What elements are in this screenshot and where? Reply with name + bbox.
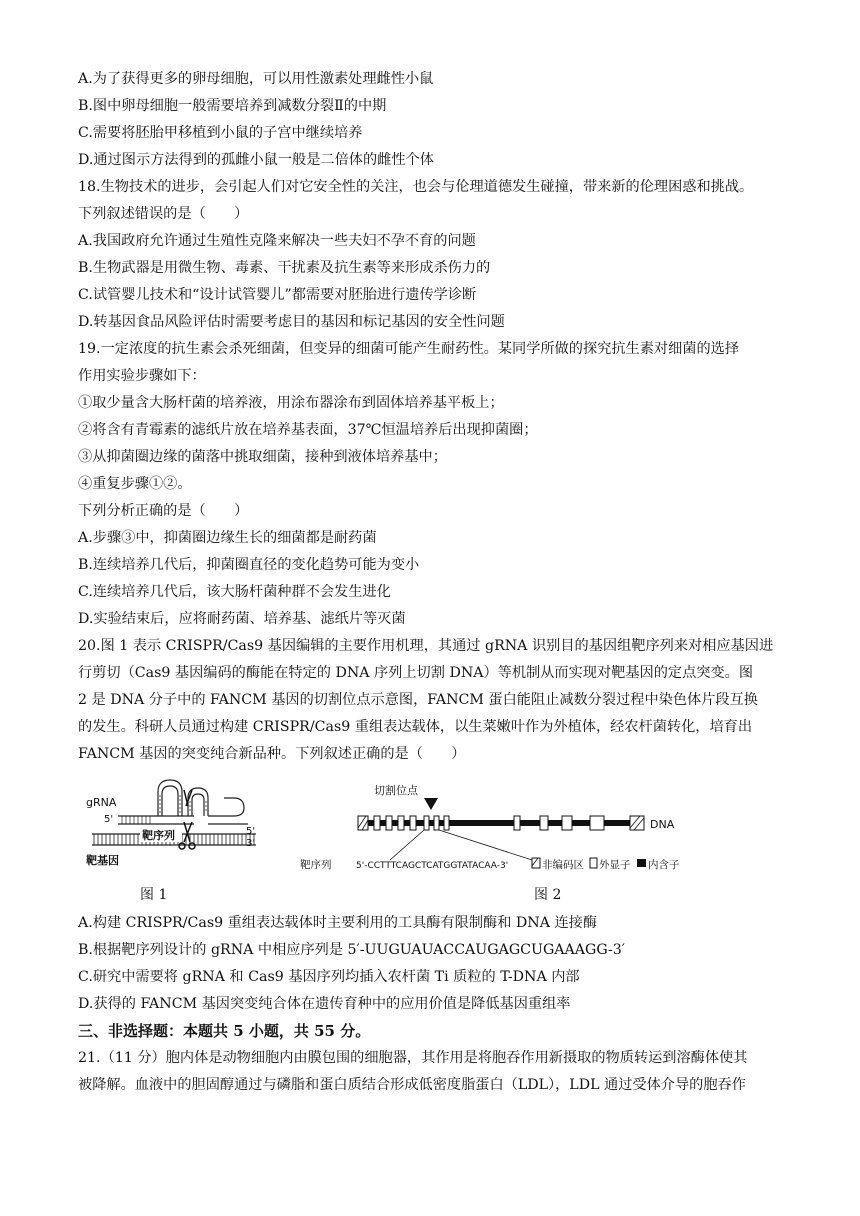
q18-option-a: A.我国政府允许通过生殖性克隆来解决一些夫妇不孕不育的问题 [78,233,476,249]
q20-stem-line5: FANCM 基因的突变纯合新品种。下列叙述正确的是（ ） [78,746,466,762]
q17-option-c: C.需要将胚胎甲移植到小鼠的子宫中继续培养 [78,125,363,141]
fig1-3prime-right-label: 3' [246,838,256,849]
q19-option-b: B.连续培养几代后，抑菌圈直径的变化趋势可能为变小 [78,557,420,573]
q20-option-d: D.获得的 FANCM 基因突变纯合体在遗传育种中的应用价值是降低基因重组率 [78,996,571,1012]
q19-step2: ②将含有青霉素的滤纸片放在培养基表面，37℃恒温培养后出现抑菌圈； [78,422,538,438]
q20-stem-line2: 行剪切（Cas9 基因编码的酶能在特定的 DNA 序列上切割 DNA）等机制从而实现对靶基因的定点突变。图 [78,665,754,681]
q19-step3: ③从抑菌圈边缘的菌落中挑取细菌，接种到液体培养基中； [78,449,447,465]
q18-stem-line1: 18.生物技术的进步，会引起人们对它安全性的关注，也会与伦理道德发生碰撞，带来新的伦理困惑和挑战。 [78,179,754,195]
q17-option-d: D.通过图示方法得到的孤雌小鼠一般是二倍体的雌性个体 [78,152,434,168]
figure-1-caption: 图 1 [140,887,168,903]
fig1-grna-label: gRNA [86,796,117,809]
q20-stem-line3: 2 是 DNA 分子中的 FANCM 基因的切割位点示意图，FANCM 蛋白能阻止减数分裂过程中染色体片段互换 [78,692,758,708]
q20-stem-line1: 20.图 1 表示 CRISPR/Cas9 基因编辑的主要作用机理，其通过 gRNA 识别目的基因组靶序列来对相应基因进 [78,638,774,654]
fig1-target-seq-label: 靶序列 [142,829,175,842]
fig2-target-seq-label: 靶序列 [300,859,332,871]
q17-option-b: B.图中卵母细胞一般需要培养到减数分裂Ⅱ的中期 [78,98,387,114]
q19-option-d: D.实验结束后，应将耐药菌、培养基、滤纸片等灭菌 [78,611,406,627]
fig1-5prime-label: 5' [104,814,114,825]
cut-site-arrow-icon [424,798,438,810]
q18-option-d: D.转基因食品风险评估时需要考虑目的基因和标记基因的安全性问题 [78,314,505,330]
section-title: 三、非选择题：本题共 5 小题，共 55 分。 [78,1022,371,1040]
fig2-dna-label: DNA [650,818,675,831]
q19-step1: ①取少量含大肠杆菌的培养液，用涂布器涂布到固体培养基平板上； [78,395,504,411]
figure-2-fancm-gene-diagram [300,782,720,872]
q20-option-c: C.研究中需要将 gRNA 和 Cas9 基因序列均插入农杆菌 Ti 质粒的 T-DNA 内部 [78,969,580,985]
figure-1-crispr-diagram [84,772,264,872]
q20-option-b: B.根据靶序列设计的 gRNA 中相应序列是 5′-UUGUAUACCAUGAGCUGAAAGG-3′ [78,942,626,958]
q19-stem-line1: 19.一定浓度的抗生素会杀死细菌，但变异的细菌可能产生耐药性。某同学所做的探究抗生素对细菌的选择 [78,341,740,357]
q17-option-a: A.为了获得更多的卵母细胞，可以用性激素处理雌性小鼠 [78,71,434,87]
q21-line1: 21.（11 分）胞内体是动物细胞内由膜包围的细胞器，其作用是将胞吞作用新摄取的物质转运到溶酶体使其 [78,1050,748,1066]
q18-option-b: B.生物武器是用微生物、毒素、干扰素及抗生素等来形成杀伤力的 [78,260,491,276]
fig2-cut-site-label: 切割位点 [374,784,418,797]
q18-option-c: C.试管婴儿技术和“设计试管婴儿”都需要对胚胎进行遗传学诊断 [78,287,477,303]
q21-line2: 被降解。血液中的胆固醇通过与磷脂和蛋白质结合形成低密度脂蛋白（LDL），LDL 通过受体介导的胞吞作 [78,1077,746,1093]
q19-option-a: A.步骤③中，抑菌圈边缘生长的细菌都是耐药菌 [78,530,377,546]
fig2-sequence: 5'-CCTTTCAGCTCATGGTATACAA-3' [356,861,509,871]
q20-stem-line4: 的发生。科研人员通过构建 CRISPR/Cas9 重组表达载体，以生菜嫩叶作为外植体，经农杆菌转化，培育出 [78,719,753,735]
fig1-5prime-right-label: 5' [246,826,256,837]
q19-stem-line2: 作用实验步骤如下： [78,368,206,384]
figure-2-caption: 图 2 [534,887,562,903]
q19-step4: ④重复步骤①②。 [78,476,192,492]
q19-question: 下列分析正确的是（ ） [78,503,249,519]
q20-option-a: A.构建 CRISPR/Cas9 重组表达载体时主要利用的工具酶有限制酶和 DNA 连接酶 [78,915,598,931]
q19-option-c: C.连续培养几代后，该大肠杆菌种群不会发生进化 [78,584,391,600]
legend-intron: 内含子 [648,859,680,871]
legend-noncoding: 非编码区 [542,859,584,871]
legend-exon: 外显子 [599,859,631,871]
fig1-target-gene-label: 靶基因 [86,854,119,867]
q18-stem-line2: 下列叙述错误的是（ ） [78,206,249,222]
